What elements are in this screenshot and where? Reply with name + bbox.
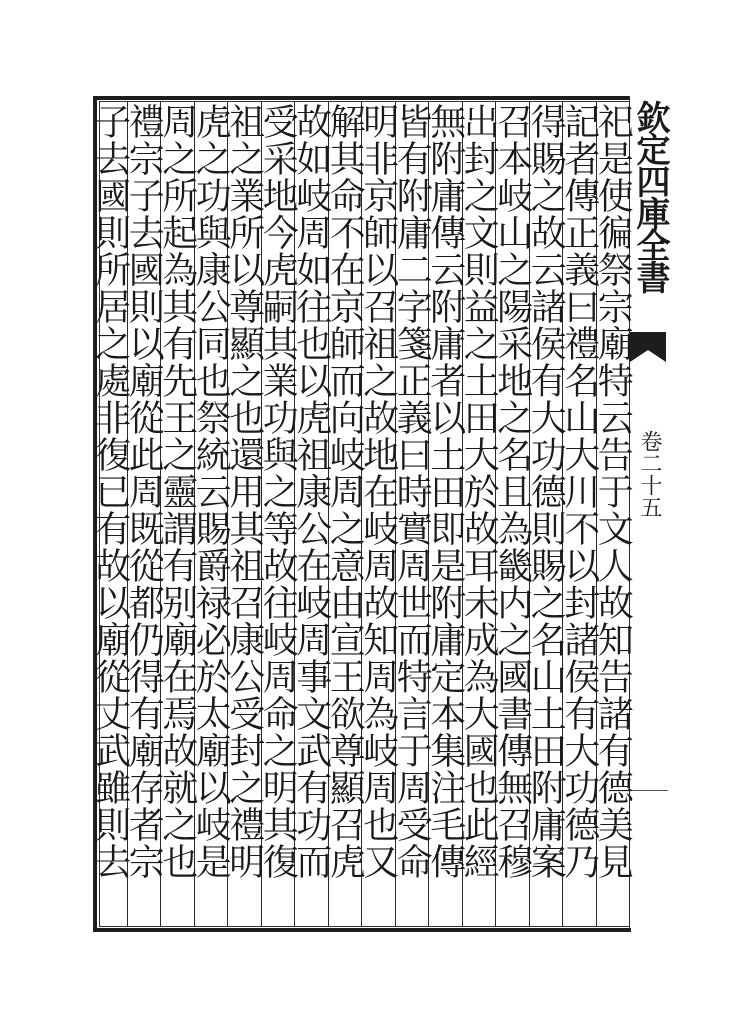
volume-text: 卷二十五 (637, 430, 662, 518)
margin-volume (632, 430, 666, 570)
text-column (88, 103, 132, 923)
column-text: 受采地今虎嗣其業功與之等故往岐周命之明其復 (257, 103, 299, 880)
column-text: 虎之功與康公同也祭統云賜爵禄必於太廟以岐是 (190, 103, 232, 880)
column-text: 故如岐周如往也以虎祖康公在岐周事文武有功而 (290, 103, 332, 880)
column-text: 記者傳正義曰禮名山大川不以封諸侯有大功德乃 (558, 103, 600, 880)
column-text: 無附庸傳云附庸者以土田即是附庸定本集注毛傳 (424, 103, 466, 880)
column-text: 皆有附庸二字箋正義曰時實周世而特言于周受命 (391, 103, 433, 880)
column-text: 周之所起為其有先王之靈謂有别廟在焉故就之也 (156, 103, 198, 880)
column-text: 祖之業所以尊顯之也還用其祖召康公受封之禮明 (223, 103, 265, 880)
column-text: 解其命不在京師而向岐周之意由宣王欲尊顯召虎 (324, 103, 366, 880)
margin-rule (630, 790, 668, 791)
column-text: 子去國則所居之處非復已有故以廟從丈武雖則去 (89, 103, 131, 880)
margin-book-title (631, 100, 669, 320)
book-title-text: 欽定四庫全書 (630, 100, 670, 292)
column-text: 祀是使徧祭宗廟特云告于文人故知告諸有德美見 (592, 103, 634, 880)
column-text: 禮宗子去國則以廟從此周既從都仍得有廟存者宗 (123, 103, 165, 880)
column-text: 召本岐山之陽采地之名且為畿内之國書傳無召穆 (491, 103, 533, 880)
column-text: 明非京師以召祖之故地在岐周故知周為岐周也又 (357, 103, 399, 880)
column-text: 得賜之故云諸侯有大功德則賜之名山土田附庸案 (525, 103, 567, 880)
column-text: 出封之文則益之土田大於故耳未成為大國也此經 (458, 103, 500, 880)
bottom-border (93, 928, 631, 932)
